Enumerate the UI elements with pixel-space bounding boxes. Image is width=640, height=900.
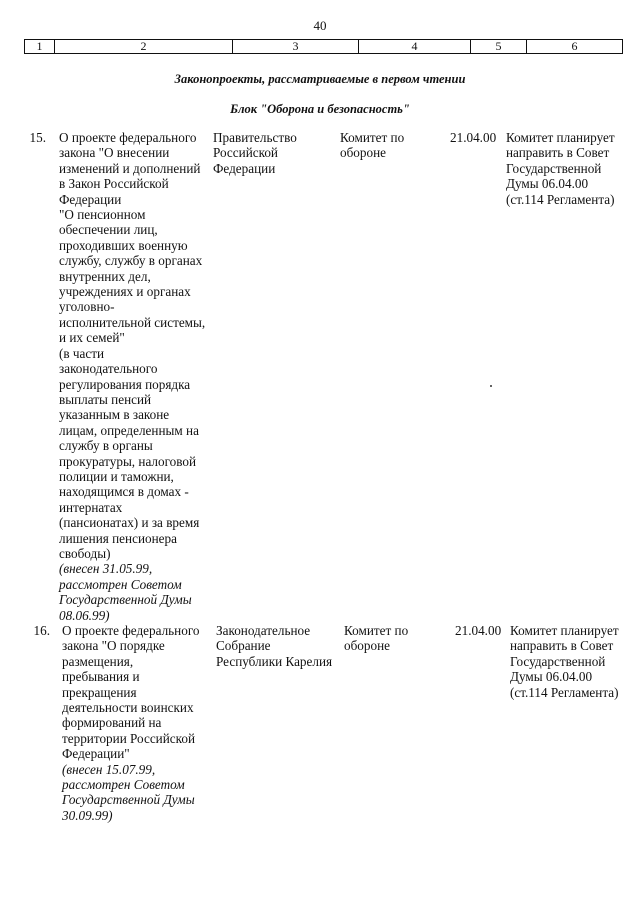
text-line: уголовно- [59,299,115,315]
text-line: (ст.114 Регламента) [510,684,619,700]
text-line: внутренних дел, [59,268,151,284]
text-line: О проекте федерального [62,623,200,638]
text-line: Комитет по [340,130,405,145]
text-line: службу в органы [59,438,153,454]
block-title: Блок "Оборона и безопасность" [230,102,410,116]
text-line: Федерации [213,160,276,176]
bill-initiator [213,130,335,176]
section-title: Законопроекты, рассматриваемые в первом чтении [174,72,466,86]
column-number-header [24,39,623,54]
text-line: законодательного [59,361,158,377]
text-line: и их семей" [59,330,125,346]
column-number-cell: 5 [471,40,527,54]
text-line: О проекте федерального [59,130,197,145]
text-line: лишения пенсионера [59,530,177,546]
committee-plan [510,623,640,700]
text-line: Думы 06.04.00 [506,176,589,192]
text-line: регулирования порядка [59,376,191,392]
consideration-date: 21.04.00 [455,623,502,638]
text-line: Правительство [213,130,297,145]
text-line: в Закон Российской [59,176,169,192]
responsible-committee [340,130,440,161]
text-line: интернатах [59,499,123,515]
scan-speck [490,385,492,387]
column-number-cell: 4 [359,40,471,54]
entry-number: 16. [33,623,50,638]
text-line: Собрание [216,638,271,654]
text-line: прекращения [62,684,137,700]
text-line: Республики Карелия [216,653,333,669]
responsible-committee [344,623,444,654]
text-line: свободы) [59,545,111,561]
column-number-cell: 2 [55,40,233,54]
text-line: (пансионатах) и за время [59,515,200,531]
bill-title-lines [59,130,211,561]
text-line: размещения, [62,653,134,669]
column-number-cell: 6 [527,40,623,54]
text-line: пребывания и [62,669,140,685]
text-line: службу, службу в органах [59,253,203,269]
text-line: выплаты пенсий [59,391,152,407]
text-line: рассмотрен Советом [59,576,182,592]
column-number-row [25,40,623,54]
text-line: изменений и дополнений [59,160,201,176]
text-line: Государственной Думы [62,792,195,808]
bill-submission-note [62,762,214,824]
column-number-cell: 1 [25,40,55,54]
bill-title [59,130,211,623]
text-line: обороне [340,145,386,161]
committee-plan [506,130,638,207]
text-line: деятельности воинских [62,700,194,716]
text-line: формирований на [62,715,162,731]
text-line: прокуратуры, налоговой [59,453,197,469]
text-line: Комитет планирует [506,130,615,145]
text-line: Российской [213,145,278,161]
text-line: обеспечении лиц, [59,222,158,238]
text-line: лицам, определенным на [59,422,199,438]
text-line: находящимся в домах - [59,484,189,500]
text-line: (внесен 15.07.99, [62,761,156,777]
text-line: Федерации [59,191,122,207]
text-line: Комитет по [344,623,409,638]
text-line: Государственной [506,160,602,176]
entry-number: 15. [29,130,46,145]
text-line: обороне [344,638,390,654]
bill-initiator [216,623,340,669]
text-line: Государственной [510,653,606,669]
bill-title [62,623,214,823]
text-line: (внесен 31.05.99, [59,561,153,577]
consideration-date: 21.04.00 [450,130,497,145]
text-line: полиции и таможни, [59,468,174,484]
page-number: 40 [313,18,327,33]
text-line: исполнительной системы, [59,314,206,330]
text-line: 30.09.99) [62,807,113,823]
text-line: указанным в законе [59,407,170,423]
text-line: направить в Совет [506,145,610,161]
text-line: закона "О внесении [59,145,170,161]
text-line: Думы 06.04.00 [510,669,593,685]
text-line: Федерации" [62,746,130,762]
text-line: направить в Совет [510,638,614,654]
column-number-cell: 3 [233,40,359,54]
text-line: учреждениях и органах [59,284,191,300]
bill-submission-note [59,561,211,623]
text-line: 08.06.99) [59,607,110,623]
text-line: (в части [59,345,105,361]
bill-title-lines [62,623,214,762]
text-line: Государственной Думы [59,592,192,608]
text-line: Законодательное [216,623,311,638]
text-line: рассмотрен Советом [62,777,185,793]
text-line: территории Российской [62,730,196,746]
text-line: "О пенсионном [59,207,146,223]
text-line: (ст.114 Регламента) [506,191,615,207]
text-line: Комитет планирует [510,623,619,638]
text-line: закона "О порядке [62,638,165,654]
text-line: проходивших военную [59,237,188,253]
